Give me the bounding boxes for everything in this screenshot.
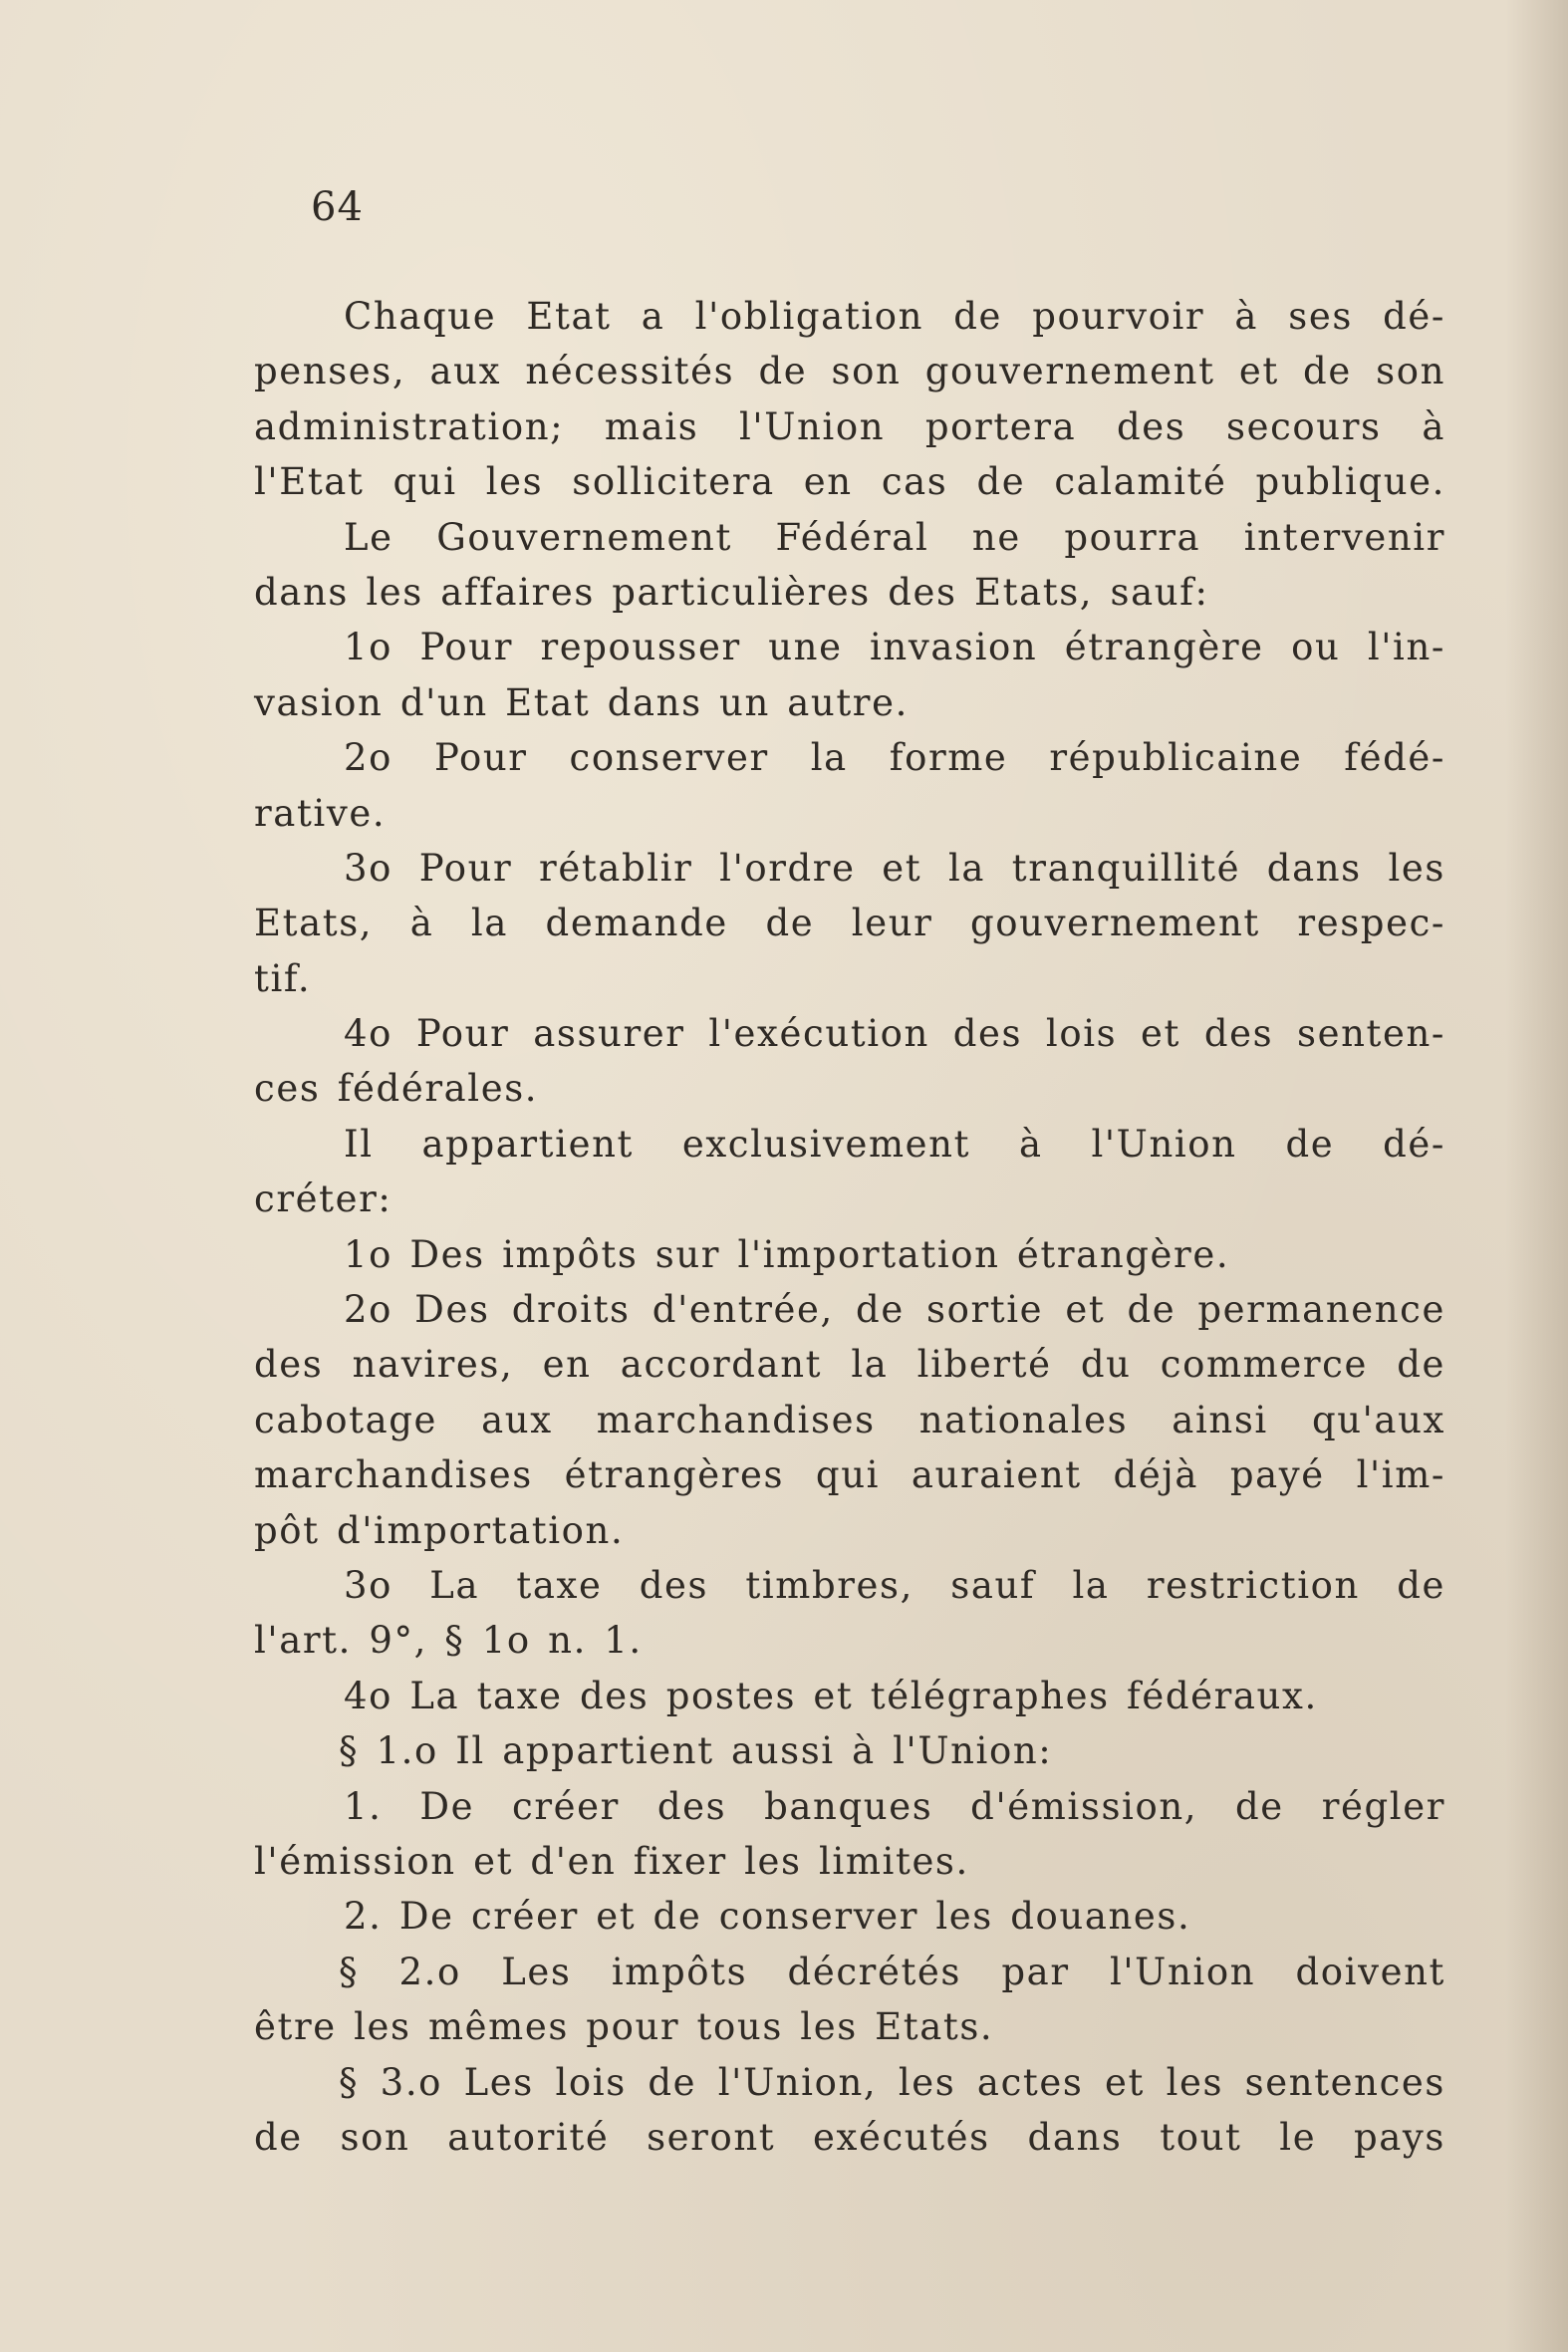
text-line: l'émission et d'en fixer les limites. (254, 1839, 969, 1883)
text-line: dans les affaires particulières des Etats, sauf: (254, 570, 1209, 614)
text-line: ces fédérales. (254, 1067, 539, 1111)
text-line: § 3.o Les lois de l'Union, les actes et les sentences (339, 2060, 1445, 2104)
text-line: tif. (254, 956, 312, 1000)
text-line: Le Gouvernement Fédéral ne pourra intervenir (344, 515, 1445, 559)
text-line: marchandises étrangères qui auraient déjà payé l'im- (254, 1453, 1445, 1497)
text-line: Etats, à la demande de leur gouvernement respec- (254, 902, 1445, 945)
text-line: Il appartient exclusivement à l'Union de dé- (344, 1122, 1445, 1166)
text-line: § 1.o Il appartient aussi à l'Union: (339, 1729, 1053, 1773)
text-line: l'art. 9°, § 1o n. 1. (254, 1619, 643, 1663)
text-line: 2o Pour conserver la forme républicaine fédé- (344, 736, 1445, 780)
text-line: 2o Des droits d'entrée, de sortie et de permanence (344, 1288, 1445, 1332)
text-line: 2. De créer et de conserver les douanes. (344, 1895, 1191, 1939)
body-text (254, 289, 1445, 2165)
text-line: 3o La taxe des timbres, sauf la restriction de (344, 1563, 1445, 1607)
text-line: Chaque Etat a l'obligation de pourvoir à ses dé- (344, 295, 1445, 338)
text-line: cabotage aux marchandises nationales ainsi qu'aux (254, 1398, 1445, 1441)
text-line: pôt d'importation. (254, 1508, 625, 1552)
text-line: 4o La taxe des postes et télégraphes fédéraux. (344, 1674, 1318, 1717)
text-line: § 2.o Les impôts décrétés par l'Union doivent (339, 1950, 1445, 1993)
text-line: 3o Pour rétablir l'ordre et la tranquillité dans les (344, 846, 1445, 890)
text-line: de son autorité seront exécutés dans tout le pays (254, 2115, 1445, 2159)
text-line: 1o Pour repousser une invasion étrangère ou l'in- (344, 626, 1445, 669)
text-line: l'Etat qui les sollicitera en cas de calamité publique. (254, 460, 1445, 504)
text-line: penses, aux nécessités de son gouvernement et de son (254, 350, 1445, 393)
text-line: administration; mais l'Union portera des secours à (254, 404, 1445, 448)
text-line: 1o Des impôts sur l'importation étrangère. (344, 1232, 1230, 1276)
page-number: 64 (311, 184, 364, 230)
text-line: rative. (254, 791, 387, 835)
text-line: créter: (254, 1177, 392, 1221)
text-line: être les mêmes pour tous les Etats. (254, 2005, 994, 2049)
text-line: 4o Pour assurer l'exécution des lois et des senten- (344, 1012, 1445, 1056)
text-line: 1. De créer des banques d'émission, de régler (344, 1784, 1445, 1828)
text-line: des navires, en accordant la liberté du commerce de (254, 1343, 1445, 1387)
text-line: vasion d'un Etat dans un autre. (254, 680, 909, 724)
